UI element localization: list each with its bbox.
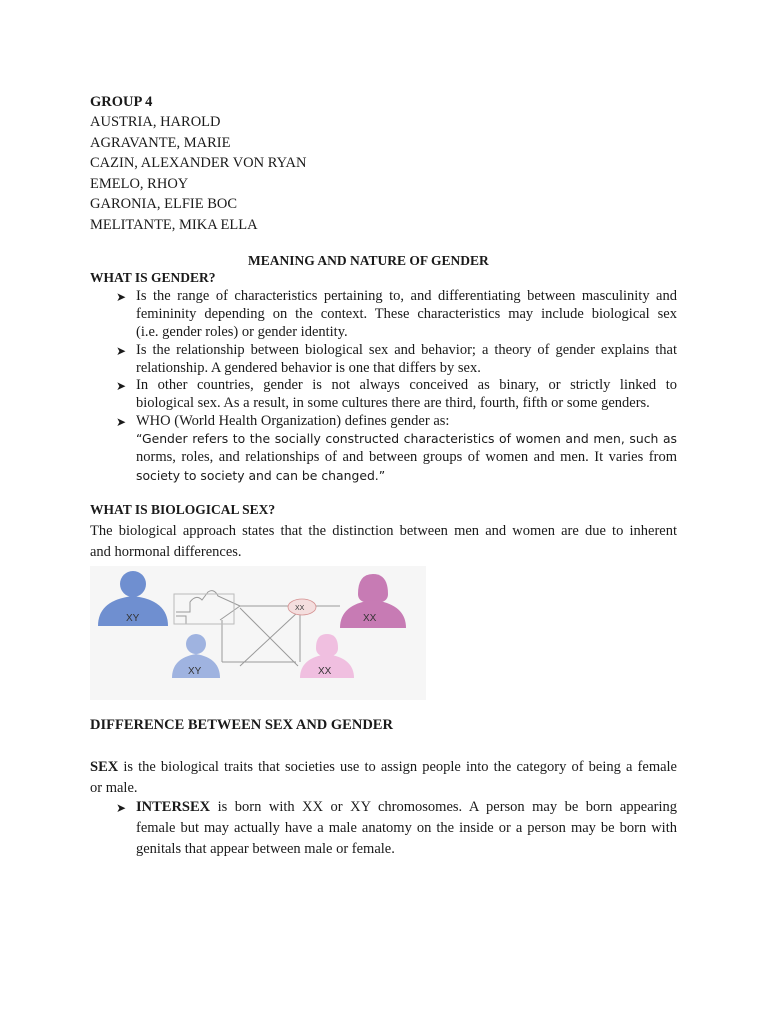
who-quote: society to society and can be changed.”	[136, 468, 386, 483]
group-member: EMELO, RHOY	[90, 176, 189, 192]
arrow-bullet-icon: ➤	[116, 379, 127, 393]
arrow-bullet-icon: ➤	[116, 290, 127, 304]
chromosome-label: XY	[188, 666, 202, 677]
paragraph-sex	[90, 759, 677, 776]
sex-definition: is the biological traits that societies use to assign people into the category of being a female	[118, 759, 677, 775]
group-member: AUSTRIA, HAROLD	[90, 114, 221, 130]
bullet-text: WHO (World Health Organization) defines gender as:	[136, 413, 450, 429]
intersex-definition: is born with XX or XY chromosomes. A person may be born appearing	[210, 799, 677, 815]
chromosome-label: XX	[295, 605, 305, 612]
chromosome-label: XX	[363, 613, 377, 624]
bullet-text: relationship. A gendered behavior is one that differs by sex.	[136, 360, 481, 376]
intersex-bullet	[136, 799, 677, 816]
document-title: MEANING AND NATURE OF GENDER	[248, 253, 489, 268]
who-quote: norms, roles, and relationships of and between groups of women and men. It varies from	[136, 449, 677, 465]
bullet-text: Is the relationship between biological sex and behavior; a theory of gender explains that	[136, 342, 677, 358]
arrow-bullet-icon: ➤	[116, 415, 127, 429]
chromosome-label: XY	[126, 613, 140, 624]
group-member: CAZIN, ALEXANDER VON RYAN	[90, 155, 307, 171]
group-member: GARONIA, ELFIE BOC	[90, 196, 238, 212]
bullet-text: biological sex. As a result, in some cultures there are third, fourth, fifth or some genders.	[136, 395, 650, 411]
arrow-bullet-icon: ➤	[116, 344, 127, 358]
bullet-text: genitals that appear between male or female.	[136, 841, 395, 857]
bullet-text: In other countries, gender is not always conceived as binary, or strictly linked to	[136, 377, 677, 393]
chromosome-inheritance-figure	[90, 566, 426, 700]
chromosome-label: XX	[318, 666, 332, 677]
paragraph: The biological approach states that the distinction between men and women are due to inherent	[90, 523, 677, 539]
group-member: MELITANTE, MIKA ELLA	[90, 217, 258, 233]
paragraph: or male.	[90, 780, 138, 796]
bullet-text: female but may actually have a male anatomy on the inside or a person may be born with	[136, 820, 677, 836]
bullet-text: (i.e. gender roles) or gender identity.	[136, 324, 348, 340]
who-quote: “Gender refers to the socially constructed characteristics of women and men, such as	[136, 431, 677, 446]
section-heading-gender: WHAT IS GENDER?	[90, 270, 216, 285]
group-member: AGRAVANTE, MARIE	[90, 135, 231, 151]
paragraph: and hormonal differences.	[90, 544, 242, 560]
term-intersex: INTERSEX	[136, 799, 211, 815]
arrow-bullet-icon: ➤	[116, 801, 127, 815]
section-heading-biological-sex: WHAT IS BIOLOGICAL SEX?	[90, 502, 276, 517]
section-heading-difference: DIFFERENCE BETWEEN SEX AND GENDER	[90, 717, 393, 733]
bullet-text: femininity depending on the context. These characteristics may include biological sex	[136, 306, 677, 322]
term-sex: SEX	[90, 759, 119, 775]
bullet-text: Is the range of characteristics pertaining to, and differentiating between masculinity and	[136, 288, 677, 304]
group-title: GROUP 4	[90, 94, 153, 110]
